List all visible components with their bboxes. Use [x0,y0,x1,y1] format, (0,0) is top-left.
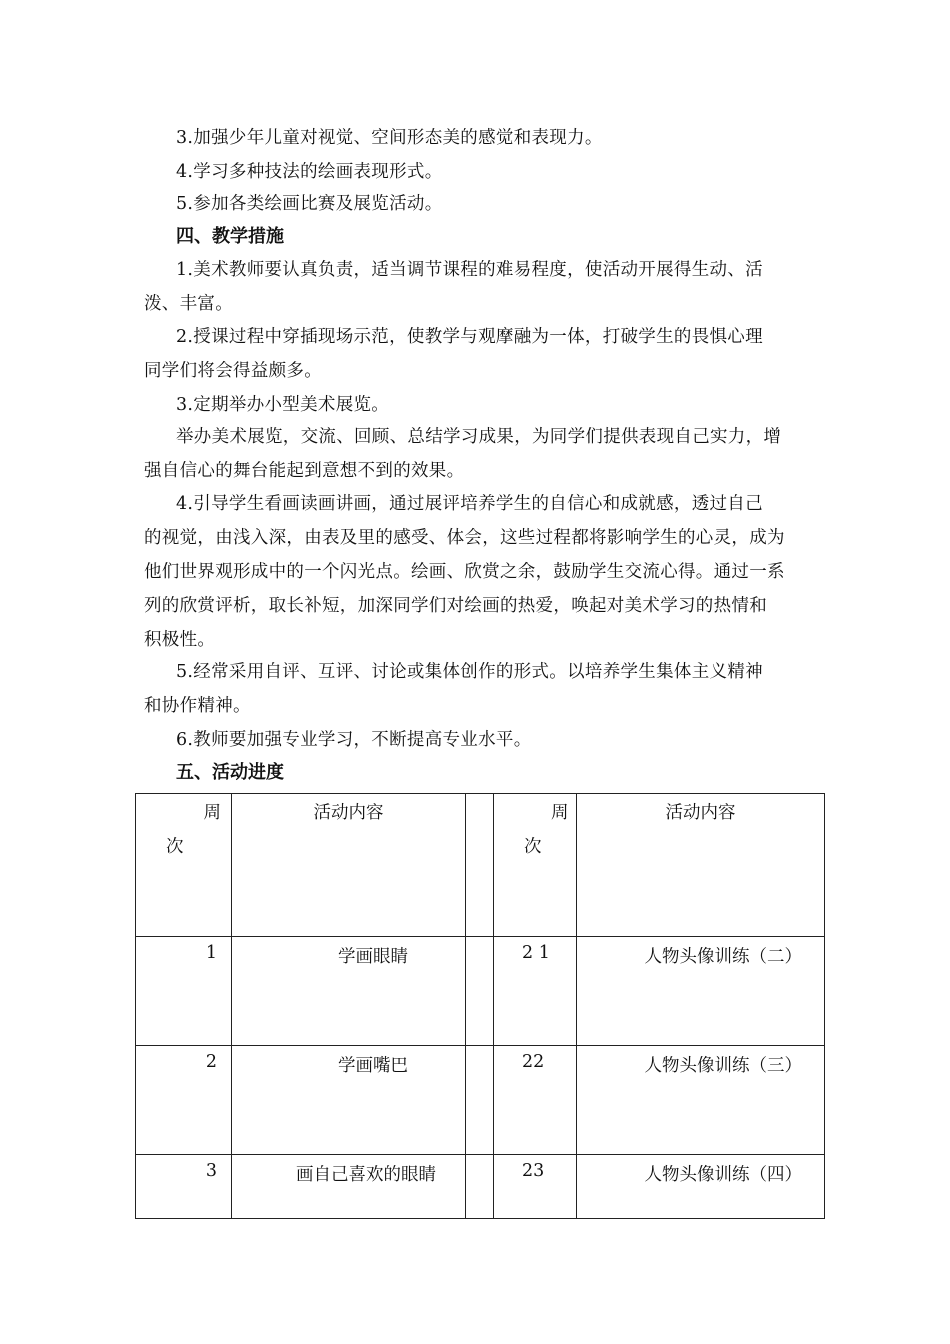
activity-content-2: 人物头像训练（二） [577,937,825,1046]
section-heading-teaching-measures: 四、教学措施 [176,226,284,247]
measure-4-line-2: 的视觉，由浅入深，由表及里的感受、体会，这些过程都将影响学生的心灵，成为 [144,528,785,548]
measure-3b-line-1: 举办美术展览，交流、回顾、总结学习成果，为同学们提供表现自己实力，增 [176,427,782,447]
activity-content-2: 人物头像训练（四） [577,1155,825,1219]
activity-content: 学画嘴巴 [232,1046,466,1155]
header-week2-bottom: 次 [524,837,542,857]
activity-content: 学画眼睛 [232,937,466,1046]
table-header-row [136,794,825,937]
header-activity: 活动内容 [232,794,466,937]
goal-4: 4.学习多种技法的绘画表现形式。 [176,162,443,182]
measure-4-line-5: 积极性。 [144,630,216,650]
week-number: 3 [136,1155,232,1219]
measure-3: 3.定期举办小型美术展览。 [176,395,390,415]
week-number-2: 22 [494,1046,577,1155]
week-number: 2 [136,1046,232,1155]
measure-3b-line-2: 强自信心的舞台能起到意想不到的效果。 [144,461,465,481]
header-week2-top: 周 [551,803,569,823]
header-week-bottom: 次 [166,837,184,857]
table-row [136,1155,825,1219]
week-number-2: 2 1 [494,937,577,1046]
table-gap-cell [466,794,494,937]
header-week-2 [494,794,577,937]
table-row [136,937,825,1046]
measure-1-line-1: 1.美术教师要认真负责，适当调节课程的难易程度，使活动开展得生动、活 [176,260,763,280]
measure-4-line-4: 列的欣赏评析，取长补短，加深同学们对绘画的热爱，唤起对美术学习的热情和 [144,596,767,616]
goal-5: 5.参加各类绘画比赛及展览活动。 [176,194,443,214]
measure-2-line-1: 2.授课过程中穿插现场示范，使教学与观摩融为一体，打破学生的畏惧心理 [176,327,763,347]
table-row [136,1046,825,1155]
measure-2-line-2: 同学们将会得益颇多。 [144,361,322,381]
week-number-2: 23 [494,1155,577,1219]
measure-4-line-1: 4.引导学生看画读画讲画，通过展评培养学生的自信心和成就感，透过自己 [176,494,763,514]
header-week [136,794,232,937]
goal-3: 3.加强少年儿童对视觉、空间形态美的感觉和表现力。 [176,128,603,148]
measure-1-line-2: 泼、丰富。 [144,294,233,314]
measure-4-line-3: 他们世界观形成中的一个闪光点。绘画、欣赏之余，鼓励学生交流心得。通过一系 [144,562,785,582]
measure-6: 6.教师要加强专业学习，不断提高专业水平。 [176,730,532,750]
activity-content-2: 人物头像训练（三） [577,1046,825,1155]
section-heading-activity-schedule: 五、活动进度 [176,762,284,783]
table-gap-cell [466,1155,494,1219]
activity-content: 画自己喜欢的眼睛 [232,1155,466,1219]
table-gap-cell [466,1046,494,1155]
week-number: 1 [136,937,232,1046]
header-activity-2: 活动内容 [577,794,825,937]
header-week-top: 周 [203,803,221,823]
activity-schedule-table [135,793,825,1219]
measure-5-line-1: 5.经常采用自评、互评、讨论或集体创作的形式。以培养学生集体主义精神 [176,662,763,682]
table-gap-cell [466,937,494,1046]
measure-5-line-2: 和协作精神。 [144,696,251,716]
